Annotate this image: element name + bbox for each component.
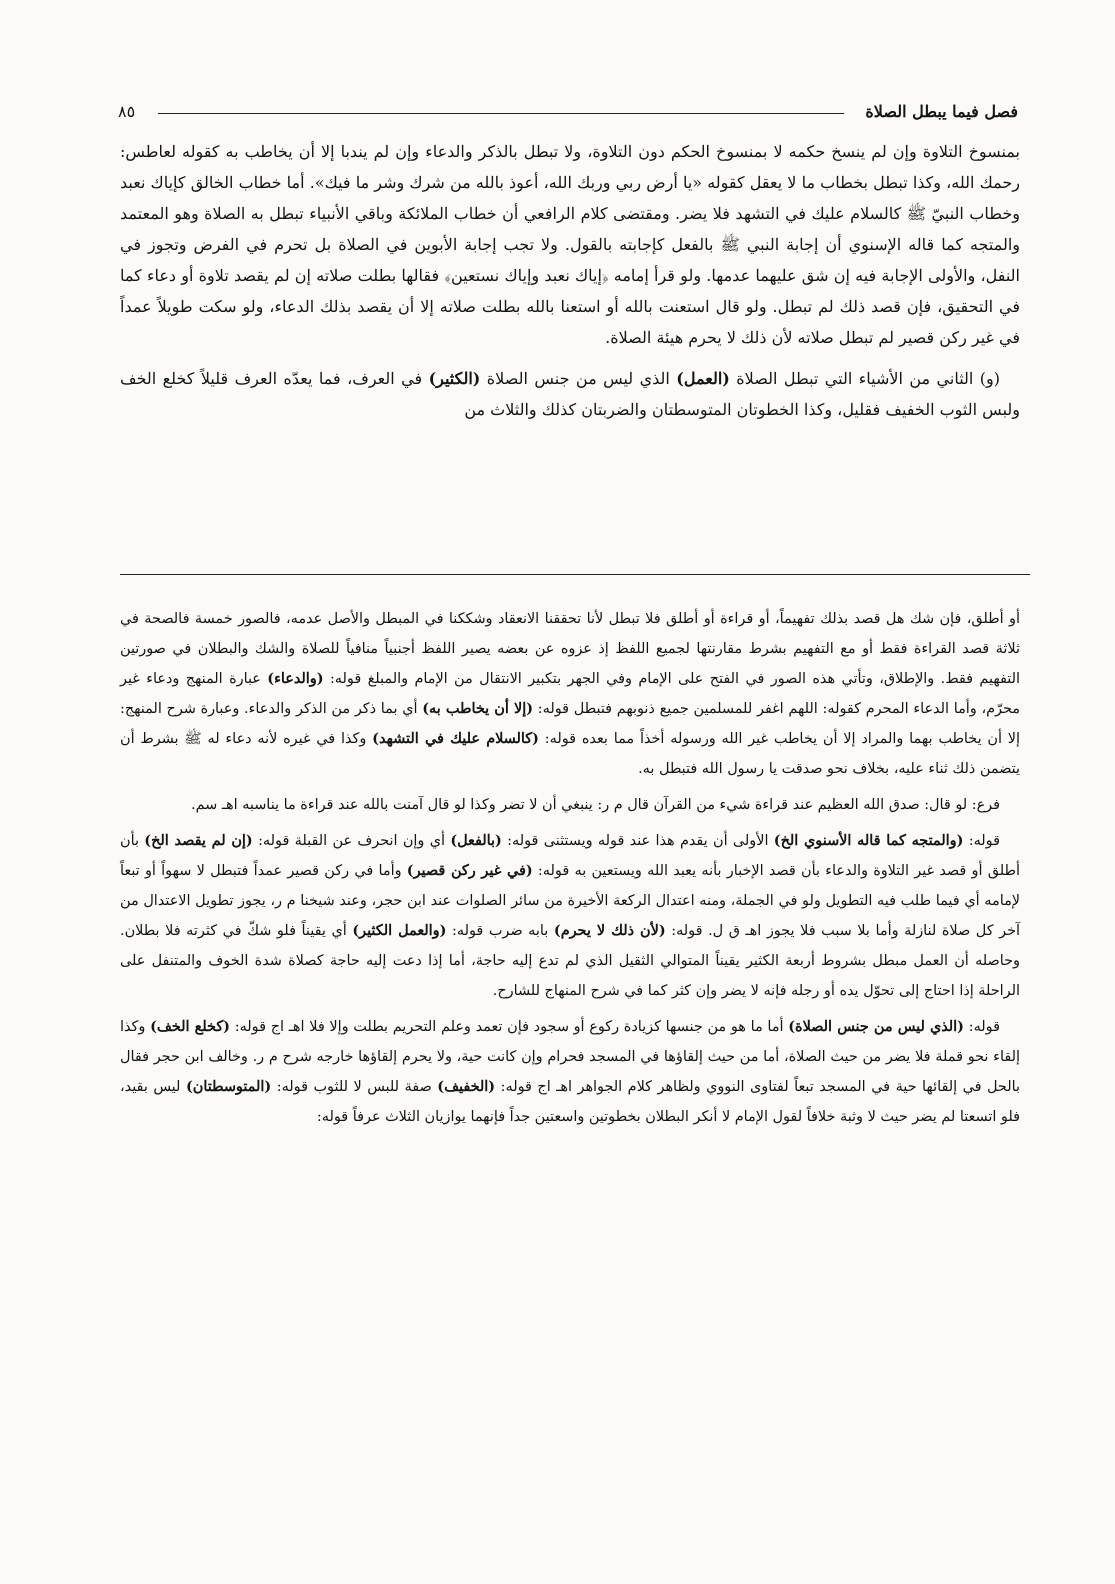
footnote-divider [120,574,1030,575]
paragraph-text: صفة للبس لا للثوب قوله: [271,1079,438,1095]
paragraph-text: الأولى أن يقدم هذا عند قوله ويستثنى قوله: [501,833,774,849]
main-paragraph [120,363,1020,425]
paragraph-text: أما ما هو من جنسها كزيادة ركوع أو سجود فإن تعمد وعلم التحريم بطلت وإلا فلا اهـ اج قوله: [230,1019,789,1035]
commentary-paragraph [120,604,1020,784]
paragraph-text: أي بما ذكر من الذكر والدعاء. وعبارة شرح المنهج: إلا أن يخاطب بهما والمراد إلا أن يخاطب غير الله ورسوله أخذاً مما بعده قوله: [120,701,1020,747]
bold-quoted-term: (العمل) [676,369,730,388]
paragraph-text: عبارة المنهج ودعاء غير محرّم، وأما الدعاء المحرم كقوله: اللهم اغفر للمسلمين جميع ذنوبهم فتبطل قوله: [120,671,1020,717]
paragraph-text: قوله: [964,1019,1000,1035]
bold-quoted-term: (كخلع الخف) [150,1018,230,1035]
bold-quoted-term: (بالفعل) [450,832,502,849]
commentary-paragraph [120,826,1020,1006]
paragraph-text: بمنسوخ التلاوة وإن لم ينسخ حكمه لا بمنسوخ الحكم دون التلاوة، ولا تبطل بالذكر والدعاء وإن لم يندبا إلا أن يخاطب به كقوله لعاطس: رحمك الله، وكذا تبطل بخطاب ما لا يعقل كقوله «يا أرض ربي وربك الله، أعوذ بالله من شرك وشر ما فيك». أما خطاب الخالق كإياك نعبد وخطاب النبيّ ﷺ كالسلام عليك في التشهد فلا يضر. ومقتضى كلام الرافعي أن خطاب الملائكة وباقي الأنبياء تبطل به الصلاة وهو المعتمد والمتجه كما قاله الإسنوي أن إجابة النبي ﷺ بالفعل كإجابته بالقول. ولا تجب إجابة الأبوين في الصلاة بل تحرم في الفرض وتجوز في النفل، والأولى الإجابة فيه إن شق عليهما عدمها. ولو قرأ إمامه ﴿إياك نعبد وإياك نستعين﴾ فقالها بطلت صلاته إن لم يقصد تلاوة أو دعاء كما في التحقيق، فإن قصد ذلك لم تبطل. ولو قال استعنت بالله أو استعنا بالله بطلت صلاته إلا أن يقصد بذلك الدعاء، ولو سكت طويلاً عمداً في غير ركن قصير لم تبطل صلاته لأن ذلك لا يحرم هيئة الصلاة. [120,142,1020,347]
commentary-block [120,604,1020,1138]
bold-quoted-term: (والعمل الكثير) [352,922,447,939]
paragraph-text: وكذا في غيره لأنه دعاء له ﷺ بشرط أن يتضمن ذلك ثناء عليه، بخلاف نحو صدقت يا رسول الله فتبطل به. [120,731,1020,777]
commentary-paragraph [120,790,1020,820]
bold-quoted-term: (والمتجه كما قاله الأسنوي الخ) [773,832,964,849]
bold-quoted-term: (الكثير) [428,369,481,388]
page-number: ٨٥ [118,102,136,121]
paragraph-text: قوله: [963,833,1000,849]
paragraph-text: بابه ضرب قوله: [446,923,554,939]
bold-quoted-term: (الذي ليس من جنس الصلاة) [788,1018,964,1035]
bold-quoted-term: (في غير ركن قصير) [406,862,533,879]
paragraph-text: بأن أطلق أو قصد غير التلاوة والدعاء بأن قصد الإخبار بأنه يعبد الله ويستعين به قوله: [120,833,1020,879]
paragraph-text: في العرف، فما يعدّه العرف قليلاً كخلع الخف ولبس الثوب الخفيف فقليل، وكذا الخطوتان المتوسطتان والضربتان كذلك والثلاث من [120,369,1020,419]
paragraph-text: الذي ليس من جنس الصلاة [480,369,677,388]
paragraph-text: وأما في ركن قصير عمداً فتبطل لا سهواً أو تبعاً لإمامه أي فيما طلب فيه التطويل ولو في الجملة، ومنه اعتدال الركعة الأخيرة من سائر الصلوات عند ابن حجر، وعند شيخنا م ر، يجوز تطويل الاعتدال من آخر كل صلاة لنازلة وأما بلا سبب فلا يجوز اهـ ق ل. قوله: [120,863,1020,939]
paragraph-text: فرع: لو قال: صدق الله العظيم عند قراءة شيء من القرآن قال م ر: ينبغي أن لا تضر وكذا لو قال آمنت بالله عند قراءة ما يناسبه اهـ سم. [191,797,1000,813]
bold-quoted-term: (الخفيف) [437,1078,496,1095]
bold-quoted-term: (لأن ذلك لا يحرم) [553,922,666,939]
paragraph-text: أي يقيناً فلو شكّ في كثرته فلا بطلان. وحاصله أن العمل مبطل بشروط أربعة الكثير يقيناً المتوالي الثقيل الذي لم تدع إليه حاجة، أما إذا دعت إليه حاجة كصلاة شدة الخوف والمتنفل على الراحلة إذا احتاج إلى تحوّل يده أو رجله فإنه لا يضر وإن كثر كما في شرح المنهاج للشارح. [120,923,1020,999]
paragraph-text: (و) الثاني من الأشياء التي تبطل الصلاة [729,369,1000,388]
paragraph-text: وكذا إلقاء نحو قملة فلا يضر من حيث الصلاة، أما من حيث إلقاؤها في المسجد فحرام وإن كانت حية، ولا يحرم إلقاؤها خارجه شرح م ر. وخالف ابن حجر فقال بالحل في إلقائها حية في المسجد تبعاً لفتاوى النووي ولظاهر كلام الجواهر اهـ اج قوله: [120,1019,1020,1095]
main-paragraph [120,136,1020,353]
bold-quoted-term: (والدعاء) [267,670,324,687]
paragraph-text: ليس بقيد، فلو اتسعتا لم يضر حيث لا وثبة خلافاً لقول الإمام لا أنكر البطلان بخطوتين واسعتين جداً فإنهما يوازيان الثلاث عرفاً قوله: [120,1079,1020,1125]
header-rule [158,113,844,114]
bold-quoted-term: (إن لم يقصد الخ) [144,832,253,849]
paragraph-text: أي وإن انحرف عن القبلة قوله: [252,833,451,849]
page-header [118,100,1018,124]
main-text-block [120,136,1020,435]
running-title: فصل فيما يبطل الصلاة [865,102,1018,121]
bold-quoted-term: (المتوسطتان) [185,1078,272,1095]
commentary-paragraph [120,1012,1020,1132]
bold-quoted-term: (إلا أن يخاطب به) [422,700,534,717]
paragraph-text: أو أطلق، فإن شك هل قصد بذلك تفهيماً، أو قراءة أو أطلق فلا تبطل لأنا تحققنا الانعقاد وشككنا في المبطل والأصل عدمه، فالصور خمسة فالصحة في ثلاثة قصد القراءة فقط أو مع التفهيم بشرط مقارنتها لجميع اللفظ إذ عزوه عن بعضه يصير اللفظ أجنبياً منافياً للصلاة والشك والبطلان في صورتين التفهيم فقط. والإطلاق، وتأتي هذه الصور في الفتح على الإمام وفي الجهر بتكبير الانتقال من الإمام والمبلغ قوله: [120,611,1020,687]
bold-quoted-term: (كالسلام عليك في التشهد) [372,730,539,747]
